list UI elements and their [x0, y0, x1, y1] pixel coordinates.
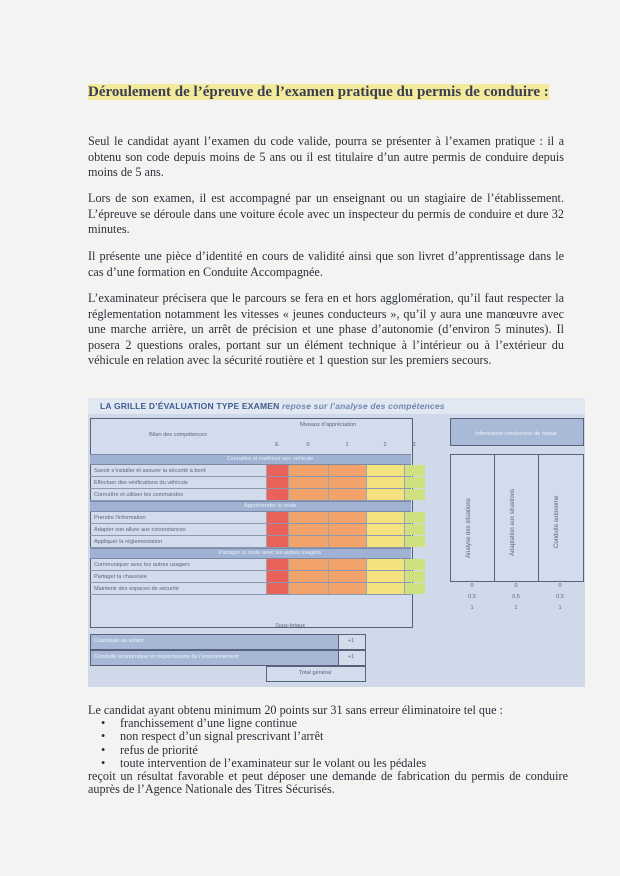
column-bilan-label: Bilan des compétences: [149, 432, 207, 438]
grid-cell: [404, 489, 425, 500]
list-item: • franchissement d’une ligne continue: [88, 717, 568, 730]
grid-cell: [288, 536, 329, 547]
score-value: 1: [558, 605, 562, 611]
grid-cell: [266, 536, 289, 547]
score-value: 1: [470, 605, 474, 611]
grid-cell: [366, 512, 405, 523]
grid-cell: [366, 477, 405, 488]
section-label: Partager la route avec les autres usagers: [218, 550, 322, 556]
grid-cell: [288, 583, 329, 594]
sous-totaux-label: Sous-totaux: [275, 623, 305, 629]
grid-cell: [404, 512, 425, 523]
grid-cell: [328, 571, 367, 582]
paragraph-code-validity: Seul le candidat ayant l’examen du code valide, pourra se présenter à l’examen pratique : il a obtenu son code depuis moins de 5 ans ou il est titulaire d’un autre permis de conduire depuis moins de 5 ans.: [88, 134, 564, 180]
skill-label: Appliquer la réglementation: [94, 539, 163, 545]
vertical-header-autonome: Conduite autonome: [554, 495, 560, 548]
list-item: • non respect d’un signal prescrivant l’arrêt: [88, 730, 568, 743]
grid-cell: [404, 559, 425, 570]
conclusion-outro: reçoit un résultat favorable et peut déposer une demande de fabrication du permis de conduire auprès de l’Agence Nationale des Titres Sécurisés.: [88, 769, 568, 797]
info-header-label: Information conducteur de risque: [475, 431, 557, 437]
score-value: 0: [558, 583, 562, 589]
grid-cell: [404, 465, 425, 476]
grid-cell: [266, 583, 289, 594]
grid-cell: [266, 477, 289, 488]
grid-cell: [328, 512, 367, 523]
score-value: 1: [514, 605, 518, 611]
info-col-adaptation: [494, 454, 540, 582]
grid-cell: [404, 524, 425, 535]
evaluation-grid-figure: [88, 398, 585, 687]
vertical-header-analyse: Analyse des situations: [466, 498, 472, 558]
grid-cell: [328, 477, 367, 488]
bonus-label-eco: Conduite économique et respectueuse de l’environnement: [94, 654, 239, 660]
grid-cell: [288, 559, 329, 570]
grid-header-band: [88, 398, 585, 414]
level-header-0: E: [275, 442, 279, 448]
grid-cell: [288, 524, 329, 535]
column-niveaux-label: Niveaux d’appréciation: [299, 422, 357, 428]
section-band-2: [90, 548, 411, 559]
level-header-2: 1: [345, 442, 349, 448]
list-item: • refus de priorité: [88, 744, 568, 757]
grid-cell: [266, 465, 289, 476]
table-row: [90, 477, 411, 489]
score-value: 0,5: [512, 594, 520, 600]
grid-cell: [328, 536, 367, 547]
grid-cell: [328, 465, 367, 476]
table-row: [90, 571, 411, 583]
table-row: [90, 512, 411, 524]
section-band-1: [90, 501, 411, 512]
bonus-value-courtoisie: +1: [347, 638, 355, 644]
skill-label: Partager la chaussée: [94, 574, 147, 580]
table-row: [90, 465, 411, 477]
grid-cell: [366, 489, 405, 500]
grid-title: LA GRILLE D’ÉVALUATION TYPE EXAMEN repose sur l’analyse des compétences: [100, 401, 445, 411]
vertical-header-adaptation: Adaptation aux situations: [510, 488, 516, 556]
grid-cell: [328, 559, 367, 570]
table-row: [90, 583, 411, 595]
score-value: 0,5: [556, 594, 564, 600]
table-row: [90, 489, 411, 501]
grid-cell: [366, 465, 405, 476]
bonus-label-courtoisie: Courtoisie au volant: [94, 638, 144, 644]
info-col-autonome: [538, 454, 584, 582]
info-col-analyse: [450, 454, 496, 582]
grid-cell: [366, 583, 405, 594]
score-value: 0: [514, 583, 518, 589]
skill-label: Adapter son allure aux circonstances: [94, 527, 186, 533]
score-value: 0: [470, 583, 474, 589]
skill-label: Prendre l’information: [94, 515, 146, 521]
grid-cell: [266, 512, 289, 523]
bonus-value-eco: +1: [347, 654, 355, 660]
total-label: Total général: [298, 670, 332, 676]
skill-label: Communiquer avec les autres usagers: [94, 562, 190, 568]
skill-label: Savoir s’installer et assurer la sécurité à bord: [94, 468, 206, 474]
grid-cell: [288, 489, 329, 500]
section-band-0: [90, 454, 411, 465]
grid-cell: [266, 559, 289, 570]
skill-label: Maintenir des espaces de sécurité: [94, 586, 179, 592]
conclusion-block: [88, 704, 568, 796]
grid-cell: [288, 477, 329, 488]
conclusion-intro: Le candidat ayant obtenu minimum 20 points sur 31 sans erreur éliminatoire tel que :: [88, 703, 503, 717]
grid-cell: [366, 571, 405, 582]
table-row: [90, 524, 411, 536]
grid-cell: [366, 559, 405, 570]
elimination-list: [88, 717, 568, 770]
grid-cell: [328, 489, 367, 500]
grid-cell: [288, 512, 329, 523]
grid-cell: [328, 524, 367, 535]
table-row: [90, 559, 411, 571]
grid-cell: [266, 524, 289, 535]
level-header-3: 2: [383, 442, 387, 448]
grid-cell: [288, 465, 329, 476]
grid-cell: [366, 524, 405, 535]
grid-cell: [404, 583, 425, 594]
grid-cell: [328, 583, 367, 594]
list-item: • toute intervention de l’examinateur sur le volant ou les pédales: [88, 757, 568, 770]
paragraph-accompaniment: Lors de son examen, il est accompagné par un enseignant ou un stagiaire de l’établissement. L’épreuve se déroule dans une voiture école avec un inspecteur du permis de conduire et dure 32 minutes.: [88, 191, 564, 237]
grid-cell: [266, 489, 289, 500]
grid-cell: [288, 571, 329, 582]
section-label: Appréhender la route: [243, 503, 297, 509]
score-value: 0,5: [468, 594, 476, 600]
paragraph-identity: Il présente une pièce d’identité en cours de validité ainsi que son livret d’apprentissage dans le cas d’une formation en Conduite Accompagnée.: [88, 249, 564, 279]
grid-cell: [366, 536, 405, 547]
grid-cell: [266, 571, 289, 582]
grid-cell: [404, 571, 425, 582]
page-title: Déroulement de l’épreuve de l’examen pratique du permis de conduire :: [88, 84, 549, 100]
paragraph-examiner: L’examinateur précisera que le parcours se fera en et hors agglomération, qu’il faut respecter la réglementation notamment les vitesses « jeunes conducteurs », qu’il y aura une manœuvre avec une marche arrière, un arrêt de précision et une phase d’autonomie (d’environ 5 minutes). Il posera 2 questions orales, portant sur un élément technique à l’intérieur ou à l’extérieur du véhicule en relation avec la sécurité routière et 1 question sur les premiers secours.: [88, 291, 564, 368]
level-header-4: 3: [412, 442, 416, 448]
skill-label: Effectuer des vérifications du véhicule: [94, 480, 188, 486]
grid-cell: [404, 536, 425, 547]
level-header-1: 0: [306, 442, 310, 448]
section-label: Connaître et maîtriser son véhicule: [226, 456, 314, 462]
table-row: [90, 536, 411, 548]
grid-cell: [404, 477, 425, 488]
skill-label: Connaître et utiliser les commandes: [94, 492, 184, 498]
